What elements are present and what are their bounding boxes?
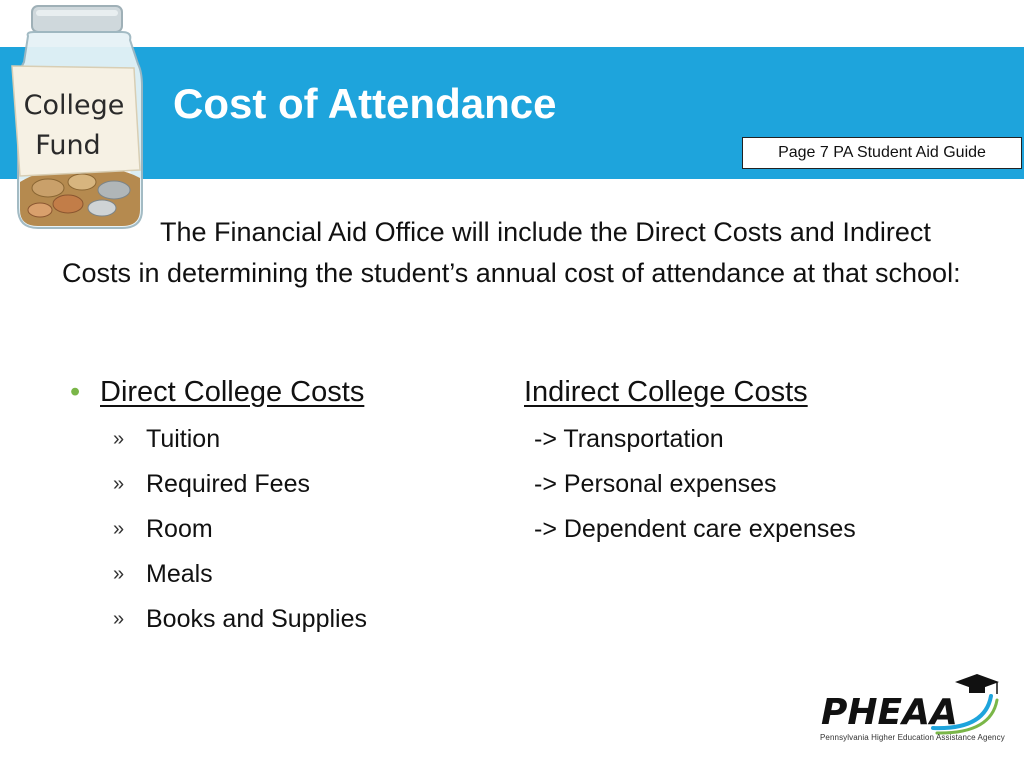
jar-label-line1: College <box>23 90 125 121</box>
intro-text: The Financial Aid Office will include the Direct Costs and Indirect Costs in determining the student’s annual cost of attendance at that school: <box>62 217 961 288</box>
slide-title: Cost of Attendance <box>173 80 557 127</box>
direct-costs-heading: Direct College Costs <box>100 376 365 408</box>
sub-bullet-marker: » <box>113 518 125 540</box>
indirect-cost-item: -> Personal expenses <box>534 470 777 498</box>
pheaa-wordmark: PHEAA <box>821 692 958 733</box>
logo-tagline: Pennsylvania Higher Education Assistance Agency <box>820 733 1005 742</box>
bullet-marker: • <box>70 376 81 408</box>
sub-bullet-marker: » <box>113 563 125 585</box>
indirect-cost-item: -> Dependent care expenses <box>534 515 856 543</box>
direct-cost-item: Meals <box>146 560 213 588</box>
college-fund-jar-image <box>10 2 160 234</box>
direct-cost-item: Books and Supplies <box>146 605 367 633</box>
sub-bullet-marker: » <box>113 428 125 450</box>
direct-cost-item: Tuition <box>146 425 221 453</box>
page-reference-box: Page 7 PA Student Aid Guide <box>742 137 1022 169</box>
jar-label-line2: Fund <box>35 130 101 161</box>
indirect-costs-heading: Indirect College Costs <box>524 376 808 408</box>
direct-cost-item: Room <box>146 515 213 543</box>
intro-paragraph <box>62 212 962 294</box>
indirect-cost-item: -> Transportation <box>534 425 724 453</box>
sub-bullet-marker: » <box>113 473 125 495</box>
direct-cost-item: Required Fees <box>146 470 310 498</box>
sub-bullet-marker: » <box>113 608 125 630</box>
